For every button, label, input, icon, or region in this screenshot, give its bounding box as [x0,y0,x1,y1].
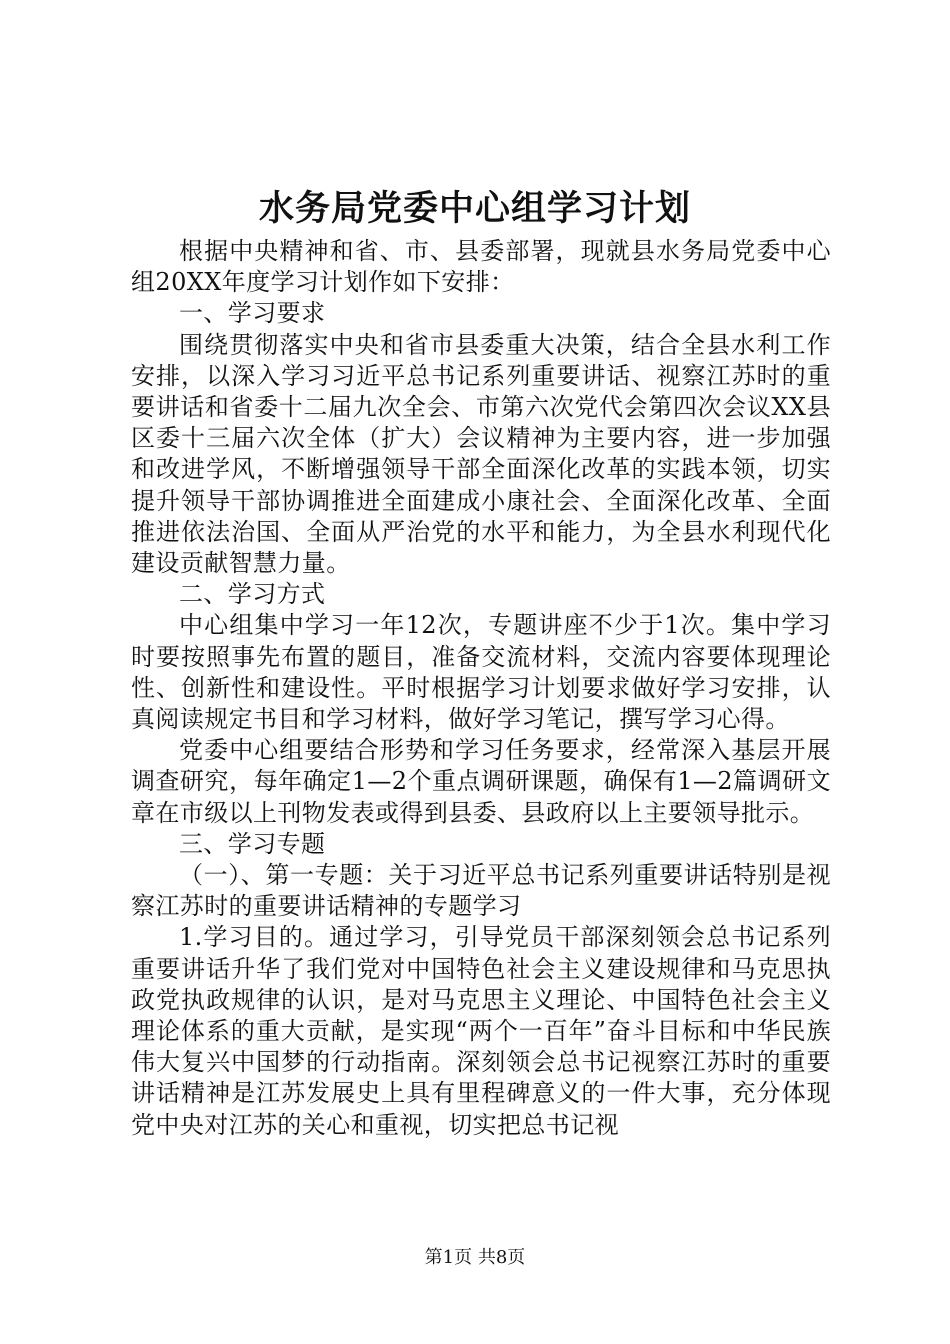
research-paragraph: 党委中心组要结合形势和学习任务要求，经常深入基层开展调查研究，每年确定1—2个重点调研课题，确保有1—2篇调研文章在市级以上刊物发表或得到县委、县政府以上主要领导批示。 [131,736,831,827]
requirements-paragraph: 围绕贯彻落实中央和省市县委重大决策，结合全县水利工作安排，以深入学习习近平总书记系列重要讲话、视察江苏时的重要讲话和省委十二届九次全会、市第六次党代会第四次会议XX县区委十三届六次全体（扩大）会议精神为主要内容，进一步加强和改进学风，不断增强领导干部全面深化改革的实践本领，切实提升领导干部协调推进全面建成小康社会、全面深化改革、全面推进依法治国、全面从严治党的水平和能力，为全县水利现代化建设贡献智慧力量。 [131,330,831,578]
page-footer: 第1页 共8页 [424,1247,526,1268]
section-heading-requirements: 一、学习要求 [179,299,326,328]
methods-paragraph: 中心组集中学习一年12次，专题讲座不少于1次。集中学习时要按照事先布置的题目，准备交流材料，交流内容要体现理论性、创新性和建设性。平时根据学习计划要求做好学习安排，认真阅读规定书目和学习材料，做好学习笔记，撰写学习心得。 [131,611,831,734]
section-heading-methods: 二、学习方式 [179,580,326,609]
intro-paragraph: 根据中央精神和省、市、县委部署，现就县水务局党委中心组20XX年度学习计划作如下安排： [131,237,831,297]
document-title: 水务局党委中心组学习计划 [258,188,691,229]
document-body [131,236,831,1141]
learning-purpose-paragraph: 1.学习目的。通过学习，引导党员干部深刻领会总书记系列重要讲话升华了我们党对中国特色社会主义建设规律和马克思执政党执政规律的认识，是对马克思主义理论、中国特色社会主义理论体系的重大贡献，是实现“两个一百年”奋斗目标和中华民族伟大复兴中国梦的行动指南。深刻领会总书记视察江苏时的重要讲话精神是江苏发展史上具有里程碑意义的一件大事，充分体现党中央对江苏的关心和重视，切实把总书记视 [131,923,831,1139]
topic-one-heading: （一）、第一专题：关于习近平总书记系列重要讲话特别是视察江苏时的重要讲话精神的专题学习 [131,861,831,921]
section-heading-topics: 三、学习专题 [179,829,326,858]
